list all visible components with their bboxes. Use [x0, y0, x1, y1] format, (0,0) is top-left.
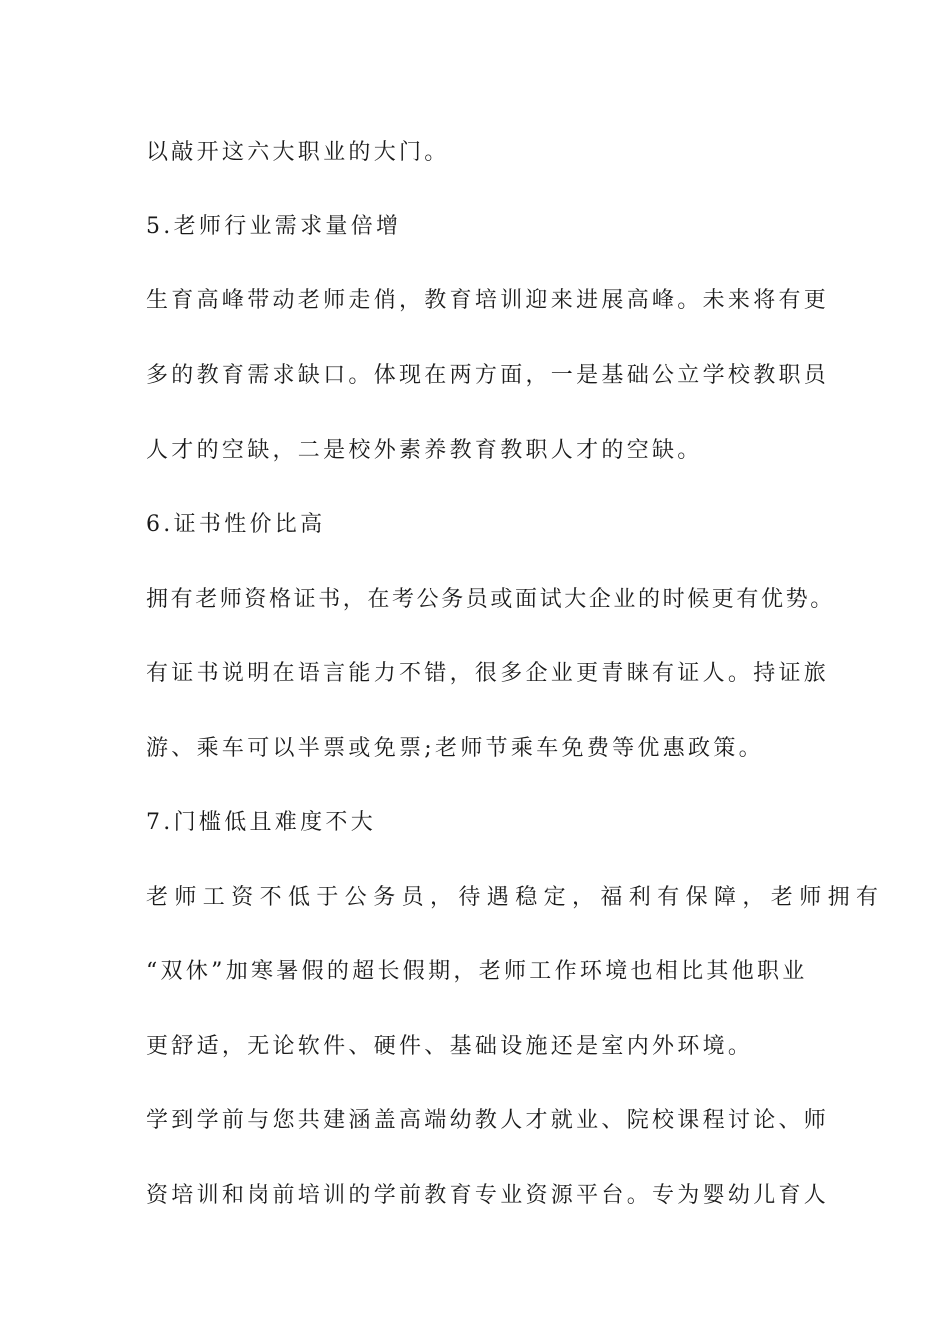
paragraph-line: 人才的空缺，二是校外素养教育教职人才的空缺。 [146, 438, 703, 463]
paragraph-line: 以敲开这六大职业的大门。 [146, 140, 450, 165]
paragraph-line: 拥有老师资格证书，在考公务员或面试大企业的时候更有优势。 [146, 587, 835, 612]
paragraph-line: 有证书说明在语言能力不错，很多企业更青睐有证人。持证旅 [146, 661, 830, 686]
section-heading-7: 7.门槛低且难度不大 [146, 810, 376, 835]
paragraph-line: 老师工资不低于公务员，待遇稳定，福利有保障，老师拥有 [146, 885, 885, 910]
paragraph-line: 多的教育需求缺口。体现在两方面，一是基础公立学校教职员 [146, 363, 830, 388]
paragraph-line: 资培训和岗前培训的学前教育专业资源平台。专为婴幼儿育人 [146, 1183, 830, 1208]
paragraph-line: 学到学前与您共建涵盖高端幼教人才就业、院校课程讨论、师 [146, 1108, 830, 1133]
section-heading-5: 5.老师行业需求量倍增 [146, 214, 402, 239]
paragraph-line: 更舒适，无论软件、硬件、基础设施还是室内外环境。 [146, 1034, 754, 1059]
paragraph-line: 游、乘车可以半票或免票;老师节乘车免费等优惠政策。 [146, 736, 764, 761]
section-heading-6: 6.证书性价比高 [146, 512, 326, 537]
paragraph-line: “双休”加寒暑假的超长假期，老师工作环境也相比其他职业 [146, 959, 808, 984]
paragraph-line: 生育高峰带动老师走俏，教育培训迎来进展高峰。未来将有更 [146, 288, 830, 313]
